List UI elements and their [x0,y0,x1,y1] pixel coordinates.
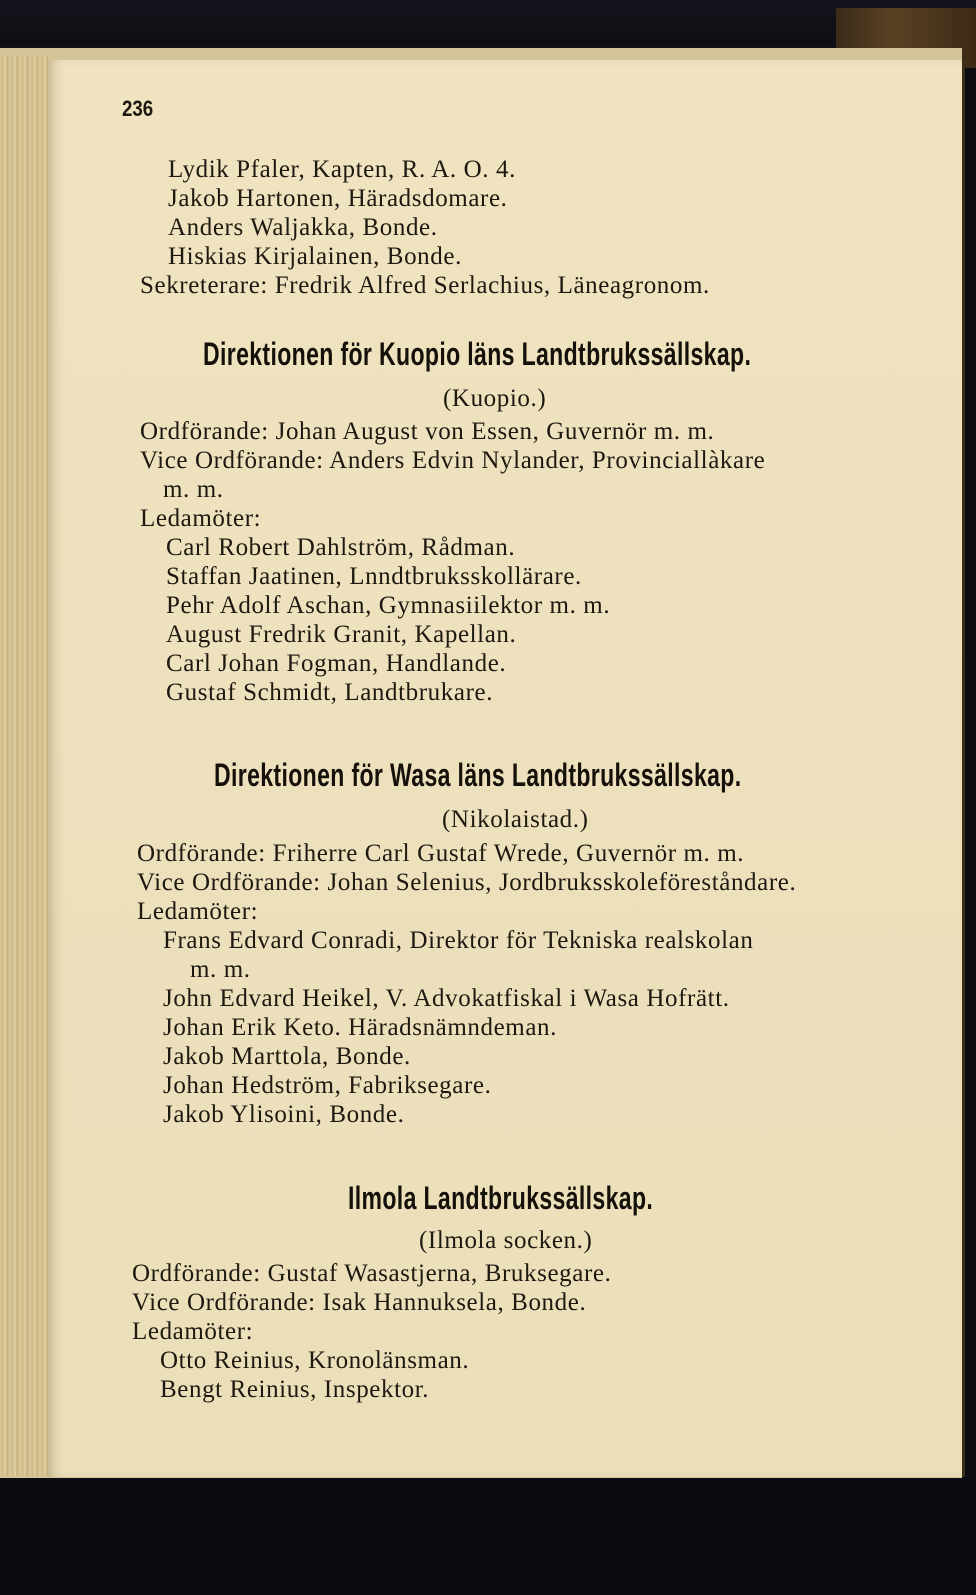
member-line: Jakob Marttola, Bonde. [163,1043,411,1070]
member-line: Otto Reinius, Kronolänsman. [160,1347,470,1374]
members-label: Ledamöter: [137,898,259,925]
page-edges [0,56,50,1476]
section-location: (Nikolaistad.) [442,806,589,833]
member-line: Staffan Jaatinen, Lnndtbruksskollärare. [166,563,582,590]
chairman-line: Ordförande: Friherre Carl Gustaf Wrede, Guvernör m. m. [137,840,745,867]
member-line: John Edvard Heikel, V. Advokatfiskal i Wasa Hofrätt. [163,985,730,1012]
member-line: Anders Waljakka, Bonde. [168,214,438,241]
member-line: Carl Robert Dahlström, Rådman. [166,534,516,561]
member-line: Johan Hedström, Fabriksegare. [163,1072,492,1099]
section-heading-ilmola: Ilmola Landtbrukssällskap. [348,1180,654,1216]
chairman-line: Ordförande: Johan August von Essen, Guvernör m. m. [140,418,715,445]
member-line: Hiskias Kirjalainen, Bonde. [168,243,462,270]
vice-chairman-line: Vice Ordförande: Isak Hannuksela, Bonde. [132,1289,587,1316]
member-line: Johan Erik Keto. Häradsnämndeman. [163,1014,557,1041]
member-line: Jakob Hartonen, Häradsdomare. [168,185,508,212]
section-heading-wasa: Direktionen för Wasa läns Landtbrukssällskap. [214,757,742,793]
section-heading-kuopio: Direktionen för Kuopio läns Landtbrukssällskap. [203,336,752,372]
secretary-line: Sekreterare: Fredrik Alfred Serlachius, Läneagronom. [140,272,710,299]
member-line: Bengt Reinius, Inspektor. [160,1376,430,1403]
page-number: 236 [122,96,154,121]
section-location: (Kuopio.) [443,385,547,412]
chairman-line: Ordförande: Gustaf Wasastjerna, Bruksegare. [132,1260,612,1287]
member-line: Frans Edvard Conradi, Direktor för Tekniska realskolan [163,927,754,954]
members-label: Ledamöter: [132,1318,254,1345]
members-label: Ledamöter: [140,505,262,532]
member-line: Gustaf Schmidt, Landtbrukare. [166,679,494,706]
dark-background-bottom [0,1478,976,1595]
vice-chairman-line-cont: m. m. [163,476,224,503]
section-location: (Ilmola socken.) [419,1227,593,1254]
vice-chairman-line: Vice Ordförande: Johan Selenius, Jordbruksskoleföreståndare. [137,869,797,896]
member-line: Pehr Adolf Aschan, Gymnasiilektor m. m. [166,592,611,619]
member-line: Carl Johan Fogman, Handlande. [166,650,507,677]
member-line: Jakob Ylisoini, Bonde. [163,1101,405,1128]
vice-chairman-line: Vice Ordförande: Anders Edvin Nylander, Provinciallàkare [140,447,766,474]
member-line-cont: m. m. [190,956,251,983]
member-line: August Fredrik Granit, Kapellan. [166,621,517,648]
member-line: Lydik Pfaler, Kapten, R. A. O. 4. [168,156,516,183]
